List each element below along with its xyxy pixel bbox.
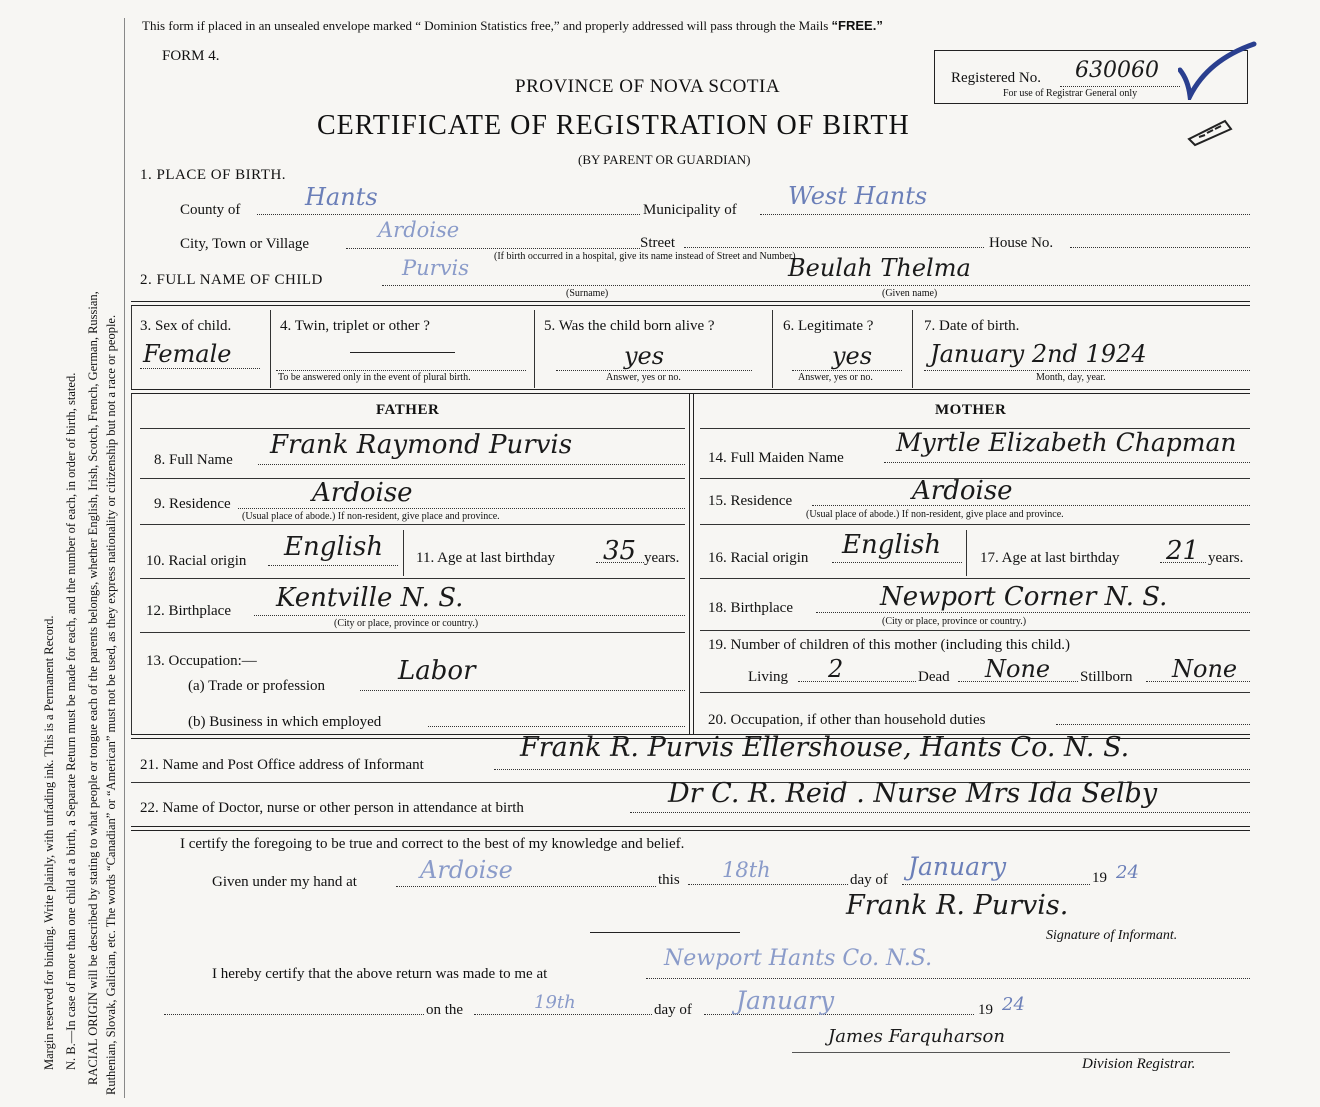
province-heading: PROVINCE OF NOVA SCOTIA [515, 76, 781, 97]
stillborn-value: None [1172, 655, 1238, 683]
year-value: 24 [1116, 862, 1139, 883]
binding-margin-line [124, 18, 125, 1098]
row3-divider-2 [534, 310, 535, 388]
father-res-label: 9. Residence [154, 496, 231, 512]
father-name-label: 8. Full Name [154, 452, 233, 468]
twin-dash [350, 352, 455, 353]
given-place-line [396, 886, 656, 887]
on-label: on the [426, 1002, 464, 1018]
day-line [688, 884, 848, 885]
father-name-line [258, 464, 685, 465]
father-name-value: Frank Raymond Purvis [270, 430, 573, 460]
municipality-label: Municipality of [643, 202, 737, 218]
legit-value: yes [832, 342, 873, 370]
surname-note: (Surname) [566, 288, 609, 299]
doctor-label: 22. Name of Doctor, nurse or other person in attendance at birth [140, 800, 524, 816]
row3-divider-3 [772, 310, 773, 388]
margin-note-multiple-births: N. B.—In case of more than one child at a birth, a Separate Return must be made for each, and the number of each, in order of birth, stated. [64, 372, 78, 1070]
house-label: House No. [989, 235, 1054, 251]
registrar-year-prefix: 19 [978, 1002, 993, 1018]
mother-occ-line [1056, 724, 1250, 725]
mother-age-label: 17. Age at last birthday [980, 550, 1120, 566]
month-value: January [908, 852, 1007, 881]
father-age-label: 11. Age at last birthday [416, 550, 555, 566]
mother-bp-label: 18. Birthplace [708, 600, 793, 616]
father-age-value: 35 [603, 536, 637, 566]
registrar-month-value: January [736, 986, 835, 1015]
row3-divider-1 [270, 310, 271, 388]
house-line [1070, 247, 1250, 248]
mother-age-value: 21 [1166, 536, 1200, 566]
registrar-lead-line [164, 1014, 424, 1015]
dayof-label: day of [850, 872, 888, 888]
municipality-value: West Hants [788, 182, 928, 210]
city-label: City, Town or Village [180, 236, 310, 252]
given-label: Given under my hand at [212, 874, 357, 890]
mother-rule-3 [700, 578, 1250, 579]
alive-note: Answer, yes or no. [606, 372, 681, 383]
alive-line [556, 370, 752, 371]
registrar-signature-line [792, 1052, 1230, 1053]
father-race-divider [403, 530, 404, 576]
father-race-value: English [284, 532, 384, 562]
father-heading: FATHER [376, 402, 440, 418]
street-note: (If birth occurred in a hospital, give its name instead of Street and Number) [494, 251, 796, 262]
father-bp-line [254, 615, 685, 616]
mother-age-unit: years. [1208, 550, 1244, 566]
street-label: Street [640, 235, 675, 251]
twin-note: To be answered only in the event of plural birth. [278, 372, 471, 383]
county-value: Hants [305, 183, 378, 211]
father-bp-note: (City or place, province or country.) [334, 618, 479, 629]
father-head-rule [140, 428, 685, 429]
father-bp-label: 12. Birthplace [146, 603, 231, 619]
margin-note-binding: Margin reserved for binding. Write plainly, with unfading ink. This is a Permanent Record. [42, 615, 56, 1070]
mother-name-label: 14. Full Maiden Name [708, 450, 844, 466]
year-prefix: 19 [1092, 870, 1107, 886]
mother-race-divider [966, 530, 967, 576]
given-place-value: Ardoise [420, 856, 513, 884]
registrar-place-value: Newport Hants Co. N.S. [664, 946, 933, 971]
mother-rule-2 [700, 524, 1250, 525]
father-age-unit: years. [644, 550, 680, 566]
informant-value: Frank R. Purvis Ellershouse, Hants Co. N. S. [520, 732, 1130, 763]
registrar-signature-label: Division Registrar. [1082, 1056, 1196, 1072]
registered-number: 630060 [1075, 58, 1159, 83]
sex-line [140, 368, 260, 369]
mother-bp-line [816, 612, 1250, 613]
certify-text: I certify the foregoing to be true and correct to the best of my knowledge and belief. [180, 836, 685, 852]
county-line [257, 214, 640, 215]
registrar-dayof-label: day of [654, 1002, 692, 1018]
registrar-signature: James Farquharson [828, 1026, 1005, 1047]
mother-bp-value: Newport Corner N. S. [880, 582, 1168, 612]
row3-divider-4 [912, 310, 913, 388]
mother-res-note: (Usual place of abode.) If non-resident, give place and province. [806, 509, 1064, 520]
informant-signature: Frank R. Purvis. [846, 890, 1069, 921]
mother-res-line [812, 505, 1250, 506]
mother-race-label: 16. Racial origin [708, 550, 809, 566]
day-value: 18th [722, 858, 771, 882]
sex-label: 3. Sex of child. [140, 318, 232, 334]
legit-line [792, 370, 902, 371]
dob-value: January 2nd 1924 [930, 340, 1147, 368]
mother-rule-5 [700, 692, 1250, 693]
mother-heading: MOTHER [935, 402, 1007, 418]
divider-rule-4 [131, 826, 1250, 831]
mother-name-line [884, 462, 1250, 463]
sex-value: Female [143, 340, 232, 368]
city-value: Ardoise [378, 218, 460, 242]
father-biz-label: (b) Business in which employed [188, 714, 382, 730]
mother-occ-label: 20. Occupation, if other than household duties [708, 712, 986, 728]
registered-label: Registered No. [951, 70, 1041, 86]
living-label: Living [748, 669, 788, 685]
alive-label: 5. Was the child born alive ? [544, 318, 715, 334]
county-label: County of [180, 202, 241, 218]
doctor-line [630, 812, 1250, 813]
father-rule-4 [140, 632, 685, 633]
father-rule-2 [140, 524, 685, 525]
divider-rule [131, 301, 1250, 306]
page-title: CERTIFICATE OF REGISTRATION OF BIRTH [317, 110, 910, 141]
father-trade-value: Labor [398, 656, 476, 686]
mother-res-value: Ardoise [912, 476, 1013, 506]
dob-note: Month, day, year. [1036, 372, 1106, 383]
signature-label: Signature of Informant. [1046, 928, 1178, 943]
dead-label: Dead [918, 669, 950, 685]
child-name-line [382, 285, 1250, 286]
city-line [346, 248, 640, 249]
dob-line [924, 370, 1250, 371]
registered-line [1060, 86, 1180, 87]
street-line [684, 247, 984, 248]
registrar-day-value: 19th [534, 992, 576, 1013]
margin-note-racial-origin-2: Ruthenian, Slovak, Galician, etc. The words “Canadian” or “American” must not be used, as they express nationality or citizenship but not a race or people. [104, 314, 118, 1095]
father-res-line [238, 508, 685, 509]
dead-value: None [985, 655, 1051, 683]
place-heading: 1. PLACE OF BIRTH. [140, 167, 287, 183]
father-trade-label: (a) Trade or profession [188, 678, 326, 694]
mother-res-label: 15. Residence [708, 493, 793, 509]
this-label: this [658, 872, 680, 888]
column-divider [689, 394, 694, 734]
child-given-name: Beulah Thelma [788, 254, 971, 282]
father-bp-value: Kentville N. S. [276, 583, 464, 613]
checkmark-icon [1178, 40, 1258, 100]
legit-note: Answer, yes or no. [798, 372, 873, 383]
stamp-mark-icon [1185, 115, 1237, 147]
father-occ-label: 13. Occupation:— [146, 653, 257, 669]
father-res-note: (Usual place of abode.) If non-resident, give place and province. [242, 511, 500, 522]
child-surname: Purvis [402, 256, 470, 280]
father-race-label: 10. Racial origin [146, 553, 247, 569]
month-line [902, 884, 1090, 885]
municipality-line [760, 214, 1250, 215]
mother-rule-4 [700, 630, 1250, 631]
father-rule-3 [140, 578, 685, 579]
twin-line [276, 370, 526, 371]
mail-notice: This form if placed in an unsealed envelope marked “ Dominion Statistics free,” and properly addressed will pass through the Mails “FREE.” [142, 18, 883, 33]
father-res-value: Ardoise [312, 478, 413, 508]
registrar-place-line [646, 978, 1250, 979]
twin-label: 4. Twin, triplet or other ? [280, 318, 430, 334]
registrar-text: I hereby certify that the above return was made to me at [212, 966, 548, 982]
page-subtitle: (BY PARENT OR GUARDIAN) [578, 152, 751, 167]
stillborn-label: Stillborn [1080, 669, 1133, 685]
doctor-value: Dr C. R. Reid . Nurse Mrs Ida Selby [668, 778, 1158, 809]
signature-line-left [590, 932, 740, 933]
living-value: 2 [828, 655, 844, 683]
informant-line [494, 769, 1250, 770]
father-biz-line [428, 726, 685, 727]
living-line [798, 681, 916, 682]
mother-children-label: 19. Number of children of this mother (including this child.) [708, 637, 1071, 653]
mother-bp-note: (City or place, province or country.) [882, 616, 1027, 627]
given-note: (Given name) [882, 288, 938, 299]
mother-race-line [832, 562, 962, 563]
legit-label: 6. Legitimate ? [783, 318, 874, 334]
father-border-left [131, 394, 132, 734]
form-number: FORM 4. [162, 48, 220, 64]
alive-value: yes [624, 342, 665, 370]
father-race-line [268, 565, 398, 566]
row3-border-left [131, 306, 132, 390]
registrar-day-line [474, 1014, 652, 1015]
father-trade-line [360, 690, 685, 691]
registered-note: For use of Registrar General only [1003, 88, 1138, 99]
mother-name-value: Myrtle Elizabeth Chapman [896, 428, 1237, 457]
informant-label: 21. Name and Post Office address of Informant [140, 757, 424, 773]
registrar-year-value: 24 [1002, 994, 1025, 1015]
margin-note-racial-origin: RACIAL ORIGIN will be described by stating to what people or tongue each of the parents belongs, whether English, Irish, Scotch, French, German, Russian, [86, 291, 100, 1085]
mother-race-value: English [842, 530, 942, 560]
child-name-label: 2. FULL NAME OF CHILD [140, 272, 323, 288]
dob-label: 7. Date of birth. [924, 318, 1020, 334]
